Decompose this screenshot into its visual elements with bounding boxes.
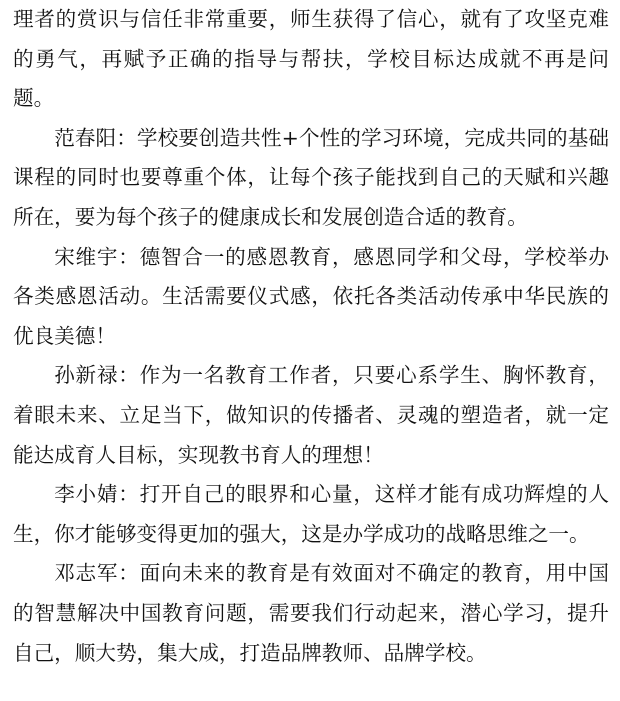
paragraph-deng-zhijun	[13, 554, 609, 673]
speaker-name: 宋维宇：	[54, 244, 140, 269]
paragraph-continuation	[13, 0, 609, 119]
speaker-name: 孙新禄：	[54, 363, 140, 388]
paragraph-text: 打开自己的眼界和心量，这样才能有成功辉煌的人生，你才能够变得更加的强大，这是办学成功的战略思维之一。	[13, 482, 610, 546]
paragraph-text: 作为一名教育工作者，只要心系学生、胸怀教育，着眼未来、立足当下，做知识的传播者、灵魂的塑造者，就一定能达成育人目标，实现教书育人的理想！	[13, 363, 610, 467]
paragraph-text: 理者的赏识与信任非常重要，师生获得了信心，就有了攻坚克难的勇气，再赋予正确的指导与帮扶，学校目标达成就不再是问题。	[13, 7, 609, 111]
speaker-name: 范春阳：	[54, 125, 137, 150]
document-body	[13, 0, 609, 673]
paragraph-sun-xinlu	[13, 356, 609, 475]
paragraph-song-weiyu	[13, 238, 609, 357]
speaker-name: 李小婧：	[54, 482, 140, 507]
paragraph-fan-chunyang	[13, 119, 609, 238]
speaker-name: 邓志军：	[54, 561, 140, 586]
paragraph-li-xiaojing	[13, 475, 609, 554]
paragraph-text: 德智合一的感恩教育，感恩同学和父母，学校举办各类感恩活动。生活需要仪式感，依托各类活动传承中华民族的优良美德！	[13, 244, 610, 348]
paragraph-text: 面向未来的教育是有效面对不确定的教育，用中国的智慧解决中国教育问题，需要我们行动起来，潜心学习，提升自己，顺大势，集大成，打造品牌教师、品牌学校。	[13, 561, 610, 665]
paragraph-text: 学校要创造共性+个性的学习环境，完成共同的基础课程的同时也要尊重个体，让每个孩子能找到自己的天赋和兴趣所在，要为每个孩子的健康成长和发展创造合适的教育。	[13, 125, 609, 229]
